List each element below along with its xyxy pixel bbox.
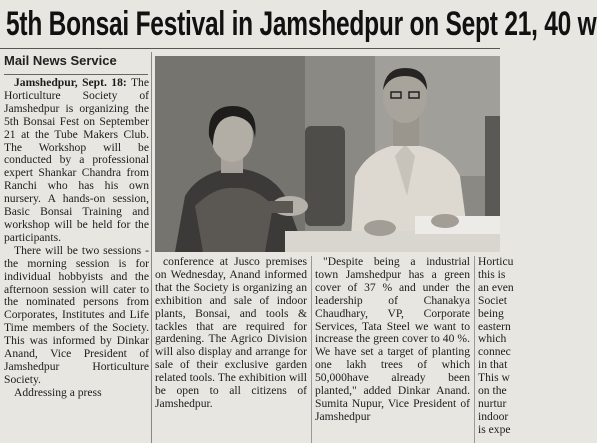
- column-4-line: Societ: [478, 293, 507, 307]
- photo-illustration: [155, 56, 500, 252]
- paragraph-1-text: The Horticulture Society of Jamshedpur is organizing the 5th Bonsai Fest on September 21 at the Tube Makers Club. The Workshop will be conducted by a professional expert Shankar Chandra from Ranchi who has his own nursery. A hands-on session, Basic Bonsai Training and workshop will be held for the participants.: [4, 76, 149, 244]
- headline: 5th Bonsai Festival in Jamshedpur on Sept 21, 40 w: [6, 5, 597, 43]
- column-rule-3: [474, 256, 475, 443]
- column-4-line: in that: [478, 358, 508, 372]
- column-4-line: an even: [478, 280, 514, 294]
- column-4-line: eastern: [478, 319, 511, 333]
- dateline: Jamshedpur, Sept. 18:: [14, 76, 127, 89]
- column-4-line: being: [478, 306, 504, 320]
- column-4-line: is expe: [478, 422, 511, 436]
- column-4-line: connec: [478, 345, 511, 359]
- article-column-3: [315, 256, 470, 443]
- column-4-line: nurtur: [478, 396, 507, 410]
- column-2-paragraph: conference at Jusco premises on Wednesday, Anand informed that the Society is organizing an exhibition and sale of indoor plants, Bonsai, and tools & tackles that are required for gardening. The Agrico Division will also display and arrange for sale of their exclusive garden related tools. The exhibition will be open to all citizens of Jamshedpur.: [155, 255, 307, 410]
- article-column-4-truncated: [478, 256, 518, 443]
- headline-rule: [0, 48, 500, 49]
- byline-rule: [4, 74, 148, 75]
- column-4-line: which: [478, 332, 507, 346]
- article-paragraph-3: Addressing a press: [14, 385, 102, 399]
- column-4-line: on the: [478, 384, 507, 398]
- column-4-line: Horticu: [478, 255, 514, 268]
- byline: Mail News Service: [4, 53, 117, 68]
- article-paragraph-2: There will be two sessions - the morning session is for individual hobbyists and the afternoon session will cater to the nominated persons from Corporates, Institutes and Life Time members of the Society. This was informed by Dinkar Anand, Vice President of Jamshedpur Horticulture Society.: [4, 243, 149, 386]
- column-divider: [151, 52, 152, 443]
- article-column-1: [4, 77, 149, 443]
- column-4-line: This w: [478, 371, 510, 385]
- column-3-paragraph: "Despite being a industrial town Jamshedpur has a green cover of 37 % and under the leadership of Chanakya Chaudhary, VP, Corporate Services, Tata Steel we want to increase the green cover to 40 %. We have set a target of planting one lakh trees of which 50,000have already been planted," added Dinkar Anand. Sumita Nupur, Vice President of Jamshedpur: [315, 255, 470, 423]
- article-paragraph-1: [4, 77, 149, 245]
- column-4-line: this is: [478, 267, 506, 281]
- press-conference-photo: [155, 56, 500, 252]
- column-rule-2: [311, 256, 312, 443]
- article-column-2: [155, 256, 307, 443]
- column-4-line: indoor: [478, 409, 509, 423]
